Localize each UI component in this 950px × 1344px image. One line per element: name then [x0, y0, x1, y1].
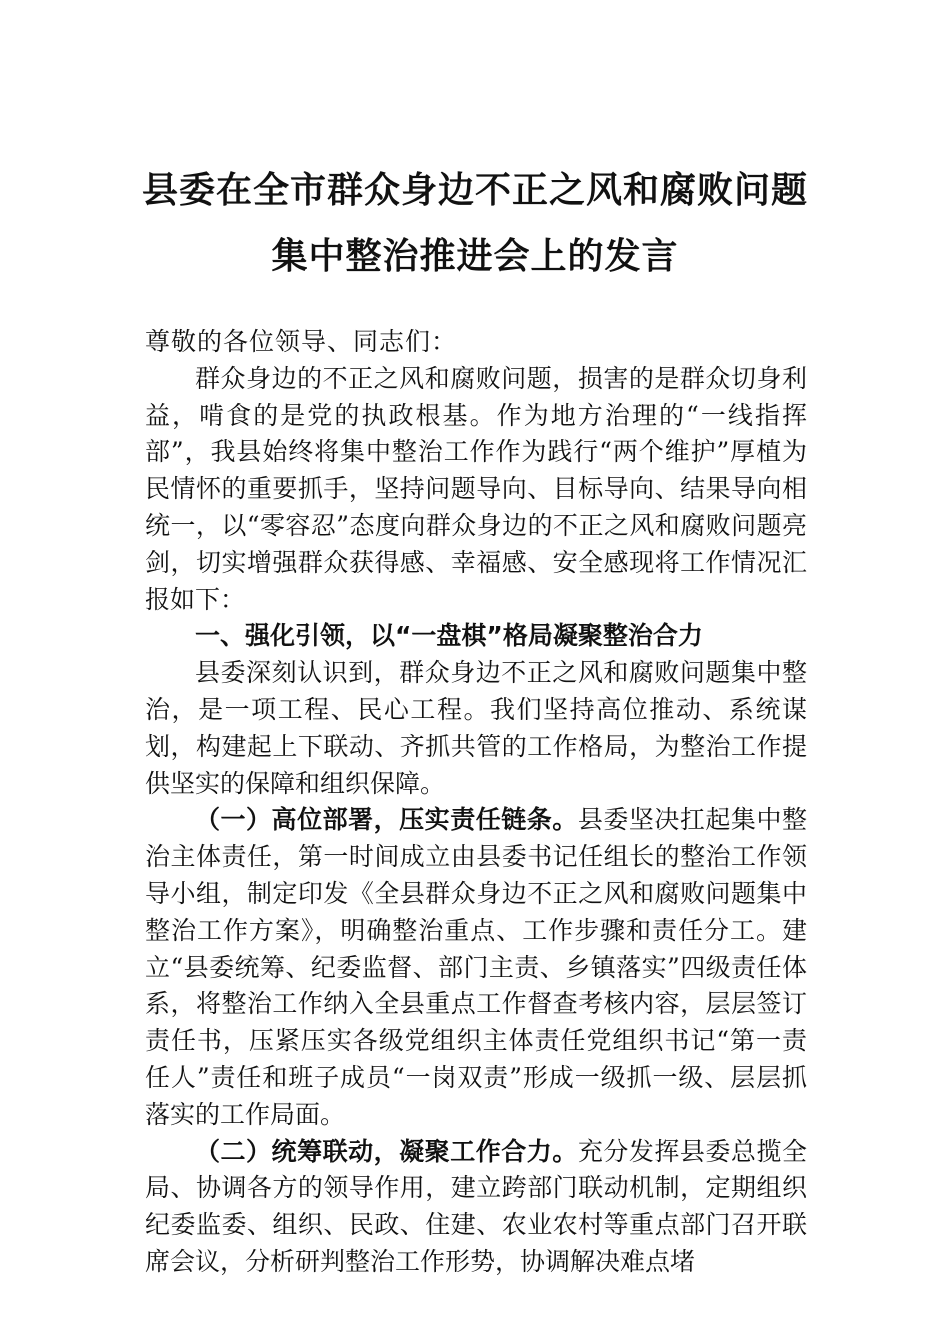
point-2-paragraph [145, 1134, 807, 1281]
point-1-text: 县委坚决扛起集中整治主体责任，第一时间成立由县委书记任组长的整治工作领导小组，制定印发《全县群众身边不正之风和腐败问题集中整治工作方案》，明确整治重点、工作步骤和责任分工。建立“县委统筹、纪委监督、部门主责、乡镇落实”四级责任体系，将整治工作纳入全县重点工作督查考核内容，层层签订责任书，压紧压实各级党组织主体责任党组织书记“第一责任人”责任和班子成员“一岗双责”形成一级抓一级、层层抓落实的工作局面。 [145, 805, 807, 1129]
point-2-heading: （二）统筹联动，凝聚工作合力。 [195, 1136, 578, 1166]
salutation: 尊敬的各位领导、同志们： [145, 327, 458, 356]
point-1-paragraph [145, 802, 807, 1133]
document-title-line-2: 集中整治推进会上的发言 [271, 235, 679, 277]
point-2-text: 充分发挥县委总揽全局、协调各方的领导作用，建立跨部门联动机制，定期组织纪委监委、组织、民政、住建、农业农村等重点部门召开联席会议，分析研判整治工作形势，协调解决难点堵 [145, 1136, 807, 1276]
section-1-heading: 一、强化引领，以“一盘棋”格局凝聚整治合力 [195, 621, 703, 651]
intro-paragraph: 群众身边的不正之风和腐败问题，损害的是群众切身利益，啃食的是党的执政根基。作为地方治理的“一线指挥部”，我县始终将集中整治工作作为践行“两个维护”厚植为民情怀的重要抓手，坚持问题导向、目标导向、结果导向相统一，以“零容忍”态度向群众身边的不正之风和腐败问题亮剑，切实增强群众获得感、幸福感、安全感现将工作情况汇报如下： [145, 363, 807, 614]
document-title-line-1: 县委在全市群众身边不正之风和腐败问题 [141, 169, 808, 211]
section-1-intro-paragraph: 县委深刻认识到，群众身边不正之风和腐败问题集中整治，是一项工程、民心工程。我们坚持高位推动、系统谋划，构建起上下联动、齐抓共管的工作格局，为整治工作提供坚实的保障和组织保障。 [145, 658, 807, 798]
document-body [145, 324, 807, 1281]
point-1-heading: （一）高位部署，压实责任链条。 [195, 805, 578, 835]
